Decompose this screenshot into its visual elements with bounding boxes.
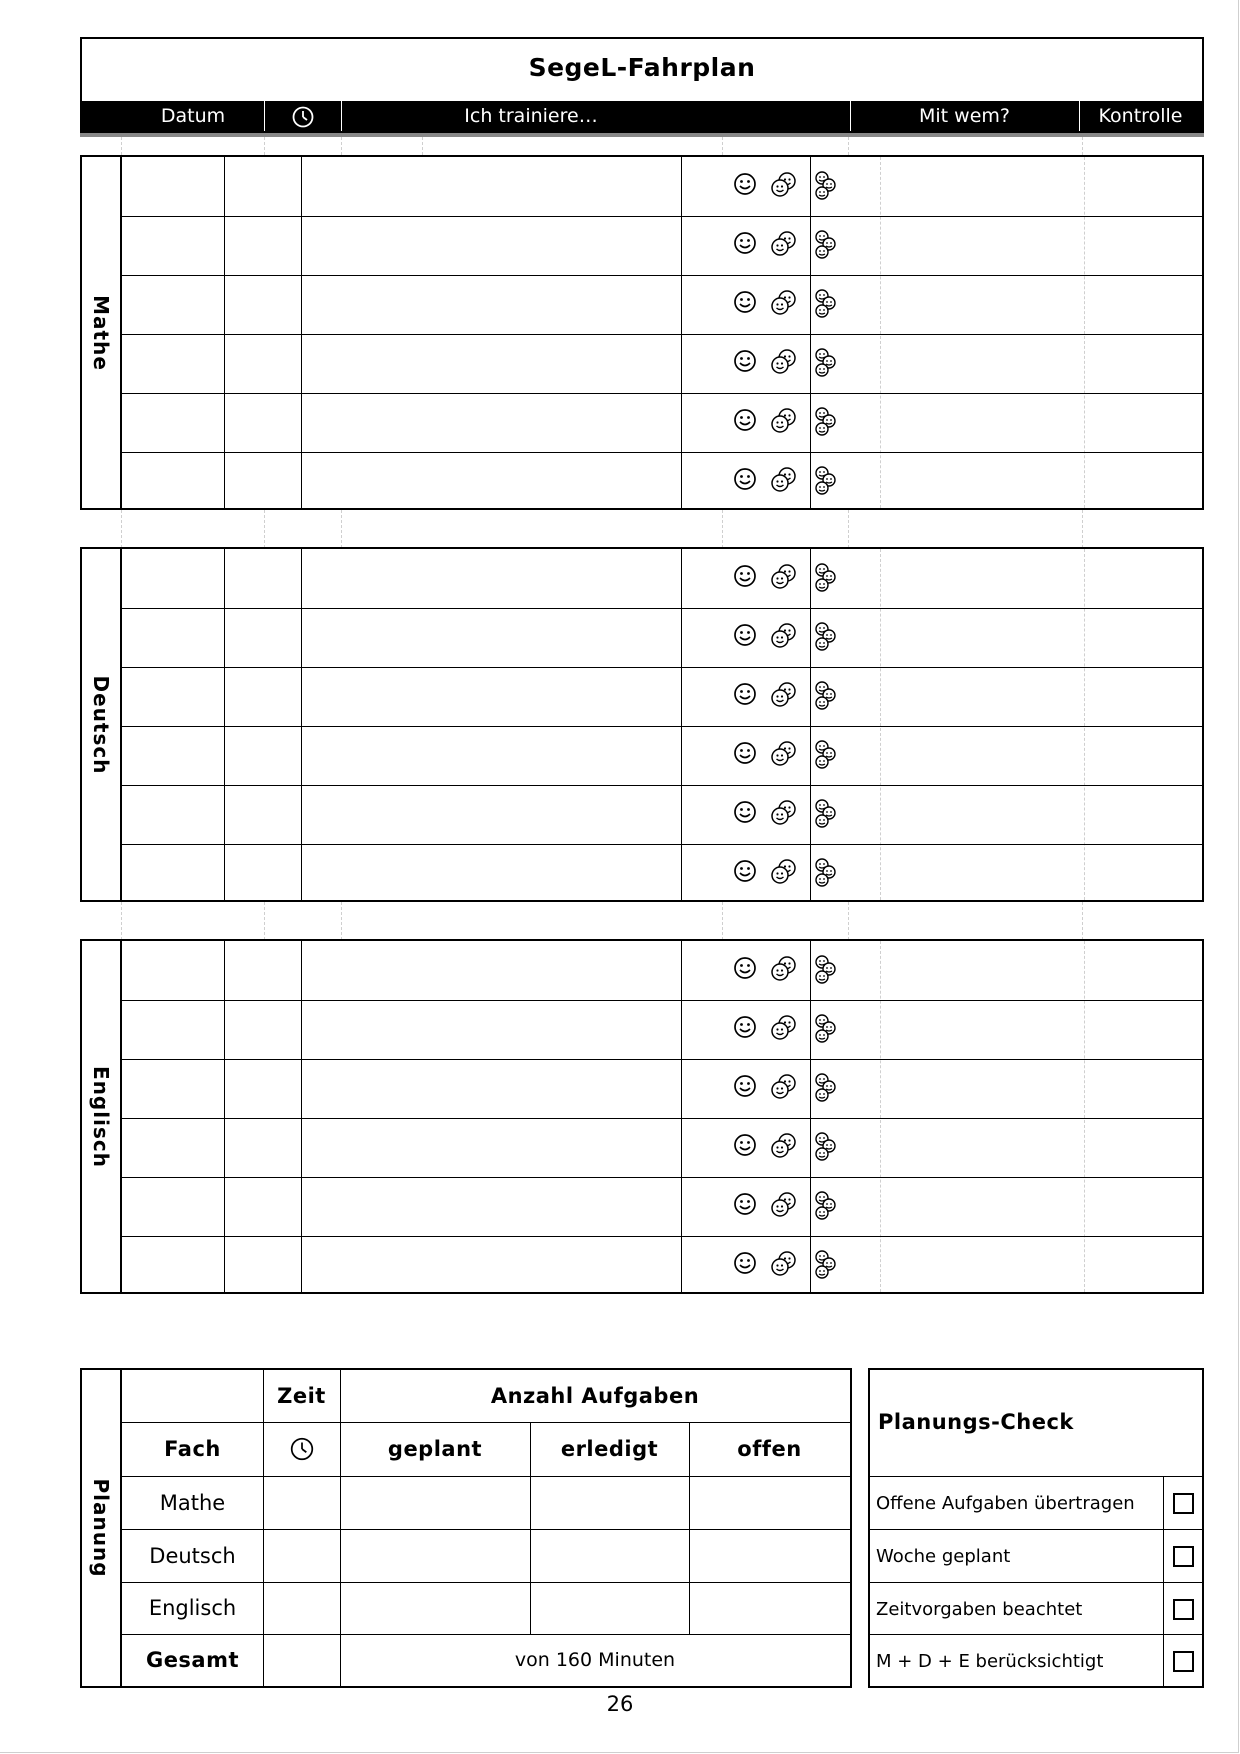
social-form-icons [724, 1059, 850, 1116]
column-header-bar [82, 101, 1202, 131]
social-form-icons [724, 726, 850, 783]
group-smileys-icon[interactable] [811, 289, 839, 319]
single-smiley-icon[interactable] [732, 1014, 758, 1040]
plan-row-mathe: Mathe [159, 1490, 226, 1515]
row-divider [122, 452, 1202, 453]
subject-block-englisch [80, 939, 1204, 1294]
row-divider [122, 608, 1202, 609]
pair-smileys-icon[interactable] [770, 955, 798, 983]
row-divider [122, 1000, 1202, 1001]
pair-smileys-icon[interactable] [770, 563, 798, 591]
grid-line [301, 157, 302, 508]
group-smileys-icon[interactable] [811, 1014, 839, 1044]
grid-line [681, 157, 682, 508]
subject-label-text: Deutsch [89, 675, 113, 774]
social-form-icons [724, 608, 850, 665]
grid-line [224, 941, 225, 1292]
guide-line [1084, 941, 1085, 1292]
social-form-icons [724, 157, 850, 214]
social-form-icons [724, 785, 850, 842]
check-label: Zeitvorgaben beachtet [876, 1599, 1083, 1620]
group-smileys-icon[interactable] [811, 1250, 839, 1280]
row-divider [122, 844, 1202, 845]
single-smiley-icon[interactable] [732, 622, 758, 648]
header-training: Ich trainiere… [464, 105, 598, 127]
group-smileys-icon[interactable] [811, 230, 839, 260]
guide-line [722, 510, 723, 548]
single-smiley-icon[interactable] [732, 1132, 758, 1158]
pair-smileys-icon[interactable] [770, 1191, 798, 1219]
group-smileys-icon[interactable] [811, 1191, 839, 1221]
subject-label [82, 157, 122, 508]
pair-smileys-icon[interactable] [770, 1073, 798, 1101]
guide-line [341, 510, 342, 548]
header-partner: Mit wem? [919, 105, 1010, 127]
single-smiley-icon[interactable] [732, 681, 758, 707]
social-form-icons [724, 334, 850, 391]
grid-line [681, 549, 682, 900]
social-form-icons [724, 452, 850, 509]
single-smiley-icon[interactable] [732, 289, 758, 315]
schedule-header [80, 37, 1204, 133]
row-divider [122, 1059, 1202, 1060]
row-divider [122, 667, 1202, 668]
grid-line [301, 549, 302, 900]
check-label: Woche geplant [876, 1546, 1011, 1567]
pair-smileys-icon[interactable] [770, 348, 798, 376]
single-smiley-icon[interactable] [732, 348, 758, 374]
pair-smileys-icon[interactable] [770, 681, 798, 709]
group-smileys-icon[interactable] [811, 681, 839, 711]
check-row [870, 1634, 1202, 1688]
row-divider [122, 726, 1202, 727]
row-divider [122, 785, 1202, 786]
social-form-icons [724, 844, 850, 901]
grid-line [224, 157, 225, 508]
pair-smileys-icon[interactable] [770, 858, 798, 886]
guide-line [341, 137, 342, 155]
social-form-icons [724, 1236, 850, 1293]
checkbox-cell [1163, 1583, 1202, 1636]
zeit-header: Zeit [277, 1384, 326, 1408]
single-smiley-icon[interactable] [732, 230, 758, 256]
checkbox-cell [1163, 1635, 1202, 1688]
single-smiley-icon[interactable] [732, 171, 758, 197]
guide-line [848, 510, 849, 548]
guide-line [341, 902, 342, 940]
single-smiley-icon[interactable] [732, 466, 758, 492]
group-smileys-icon[interactable] [811, 858, 839, 888]
clock-icon [263, 1422, 340, 1476]
anzahl-aufgaben-header: Anzahl Aufgaben [490, 1384, 700, 1408]
row-divider [122, 1118, 1202, 1119]
checkbox-cell [1163, 1530, 1202, 1583]
erledigt-header: erledigt [560, 1437, 659, 1461]
guide-line [1084, 157, 1085, 508]
guide-line [848, 902, 849, 940]
pair-smileys-icon[interactable] [770, 799, 798, 827]
social-form-icons [724, 1118, 850, 1175]
group-smileys-icon[interactable] [811, 171, 839, 201]
check-label: M + D + E berücksichtigt [876, 1651, 1104, 1672]
guide-line [1082, 902, 1083, 940]
pair-smileys-icon[interactable] [770, 1250, 798, 1278]
subject-block-mathe [80, 155, 1204, 510]
pair-smileys-icon[interactable] [770, 171, 798, 199]
pair-smileys-icon[interactable] [770, 289, 798, 317]
subject-label [82, 941, 122, 1292]
guide-line [1084, 549, 1085, 900]
social-form-icons [724, 549, 850, 606]
social-form-icons [724, 275, 850, 332]
guide-line [121, 902, 122, 940]
offen-header: offen [737, 1437, 802, 1461]
subject-block-deutsch [80, 547, 1204, 902]
single-smiley-icon[interactable] [732, 740, 758, 766]
guide-line [264, 137, 265, 155]
planning-label: Planung [82, 1370, 122, 1686]
check-label: Offene Aufgaben übertragen [876, 1493, 1135, 1514]
group-smileys-icon[interactable] [811, 799, 839, 829]
guide-line [880, 157, 881, 508]
planning-check [868, 1368, 1204, 1688]
guide-line [880, 941, 881, 1292]
row-divider [122, 393, 1202, 394]
single-smiley-icon[interactable] [732, 799, 758, 825]
group-smileys-icon[interactable] [811, 407, 839, 437]
group-smileys-icon[interactable] [811, 740, 839, 770]
check-row [870, 1582, 1202, 1636]
guide-line [848, 137, 849, 155]
checkbox[interactable] [1173, 1599, 1194, 1620]
group-smileys-icon[interactable] [811, 622, 839, 652]
pair-smileys-icon[interactable] [770, 407, 798, 435]
group-smileys-icon[interactable] [811, 563, 839, 593]
subject-label [82, 549, 122, 900]
pair-smileys-icon[interactable] [770, 1132, 798, 1160]
guide-line [264, 902, 265, 940]
checkbox[interactable] [1173, 1546, 1194, 1567]
planning-check-title: Planungs-Check [878, 1410, 1074, 1434]
single-smiley-icon[interactable] [732, 955, 758, 981]
row-divider [122, 334, 1202, 335]
single-smiley-icon[interactable] [732, 407, 758, 433]
group-smileys-icon[interactable] [811, 1073, 839, 1103]
single-smiley-icon[interactable] [732, 1250, 758, 1276]
guide-line [880, 549, 881, 900]
guide-line [121, 510, 122, 548]
row-divider [122, 216, 1202, 217]
grid-line [224, 549, 225, 900]
single-smiley-icon[interactable] [732, 1191, 758, 1217]
check-row [870, 1529, 1202, 1583]
subject-label-text: Mathe [89, 294, 113, 371]
checkbox[interactable] [1173, 1493, 1194, 1514]
header-control: Kontrolle [1098, 105, 1183, 127]
pair-smileys-icon[interactable] [770, 1014, 798, 1042]
pair-smileys-icon[interactable] [770, 466, 798, 494]
plan-row-deutsch: Deutsch [149, 1543, 236, 1568]
row-divider [122, 1236, 1202, 1237]
social-form-icons [724, 1000, 850, 1057]
social-form-icons [724, 667, 850, 724]
grid-line [301, 941, 302, 1292]
page-title: SegeL-Fahrplan [528, 53, 756, 82]
pair-smileys-icon[interactable] [770, 740, 798, 768]
group-smileys-icon[interactable] [811, 1132, 839, 1162]
guide-line [722, 137, 723, 155]
guide-line [1082, 510, 1083, 548]
group-smileys-icon[interactable] [811, 348, 839, 378]
group-smileys-icon[interactable] [811, 466, 839, 496]
check-row [870, 1476, 1202, 1530]
planning-table [80, 1368, 852, 1688]
geplant-header: geplant [387, 1437, 483, 1461]
page-number: 26 [606, 1692, 634, 1716]
grid-line [681, 941, 682, 1292]
checkbox-cell [1163, 1477, 1202, 1530]
row-divider [122, 1177, 1202, 1178]
guide-line [1082, 137, 1083, 155]
row-divider [122, 275, 1202, 276]
single-smiley-icon[interactable] [732, 858, 758, 884]
guide-line [722, 902, 723, 940]
subject-label-text: Englisch [89, 1065, 113, 1168]
social-form-icons [724, 393, 850, 450]
fach-header: Fach [164, 1437, 221, 1461]
single-smiley-icon[interactable] [732, 1073, 758, 1099]
pair-smileys-icon[interactable] [770, 622, 798, 650]
clock-icon [264, 101, 341, 131]
guide-line [264, 510, 265, 548]
social-form-icons [724, 1177, 850, 1234]
plan-total-note: von 160 Minuten [514, 1649, 676, 1671]
social-form-icons [724, 941, 850, 998]
checkbox[interactable] [1173, 1651, 1194, 1672]
plan-row-englisch: Englisch [148, 1596, 237, 1620]
guide-line [121, 137, 122, 155]
single-smiley-icon[interactable] [732, 563, 758, 589]
guide-line [422, 137, 423, 155]
header-underline [80, 133, 1204, 137]
plan-total-label: Gesamt [145, 1648, 240, 1672]
pair-smileys-icon[interactable] [770, 230, 798, 258]
header-datum: Datum [160, 105, 226, 127]
group-smileys-icon[interactable] [811, 955, 839, 985]
social-form-icons [724, 216, 850, 273]
